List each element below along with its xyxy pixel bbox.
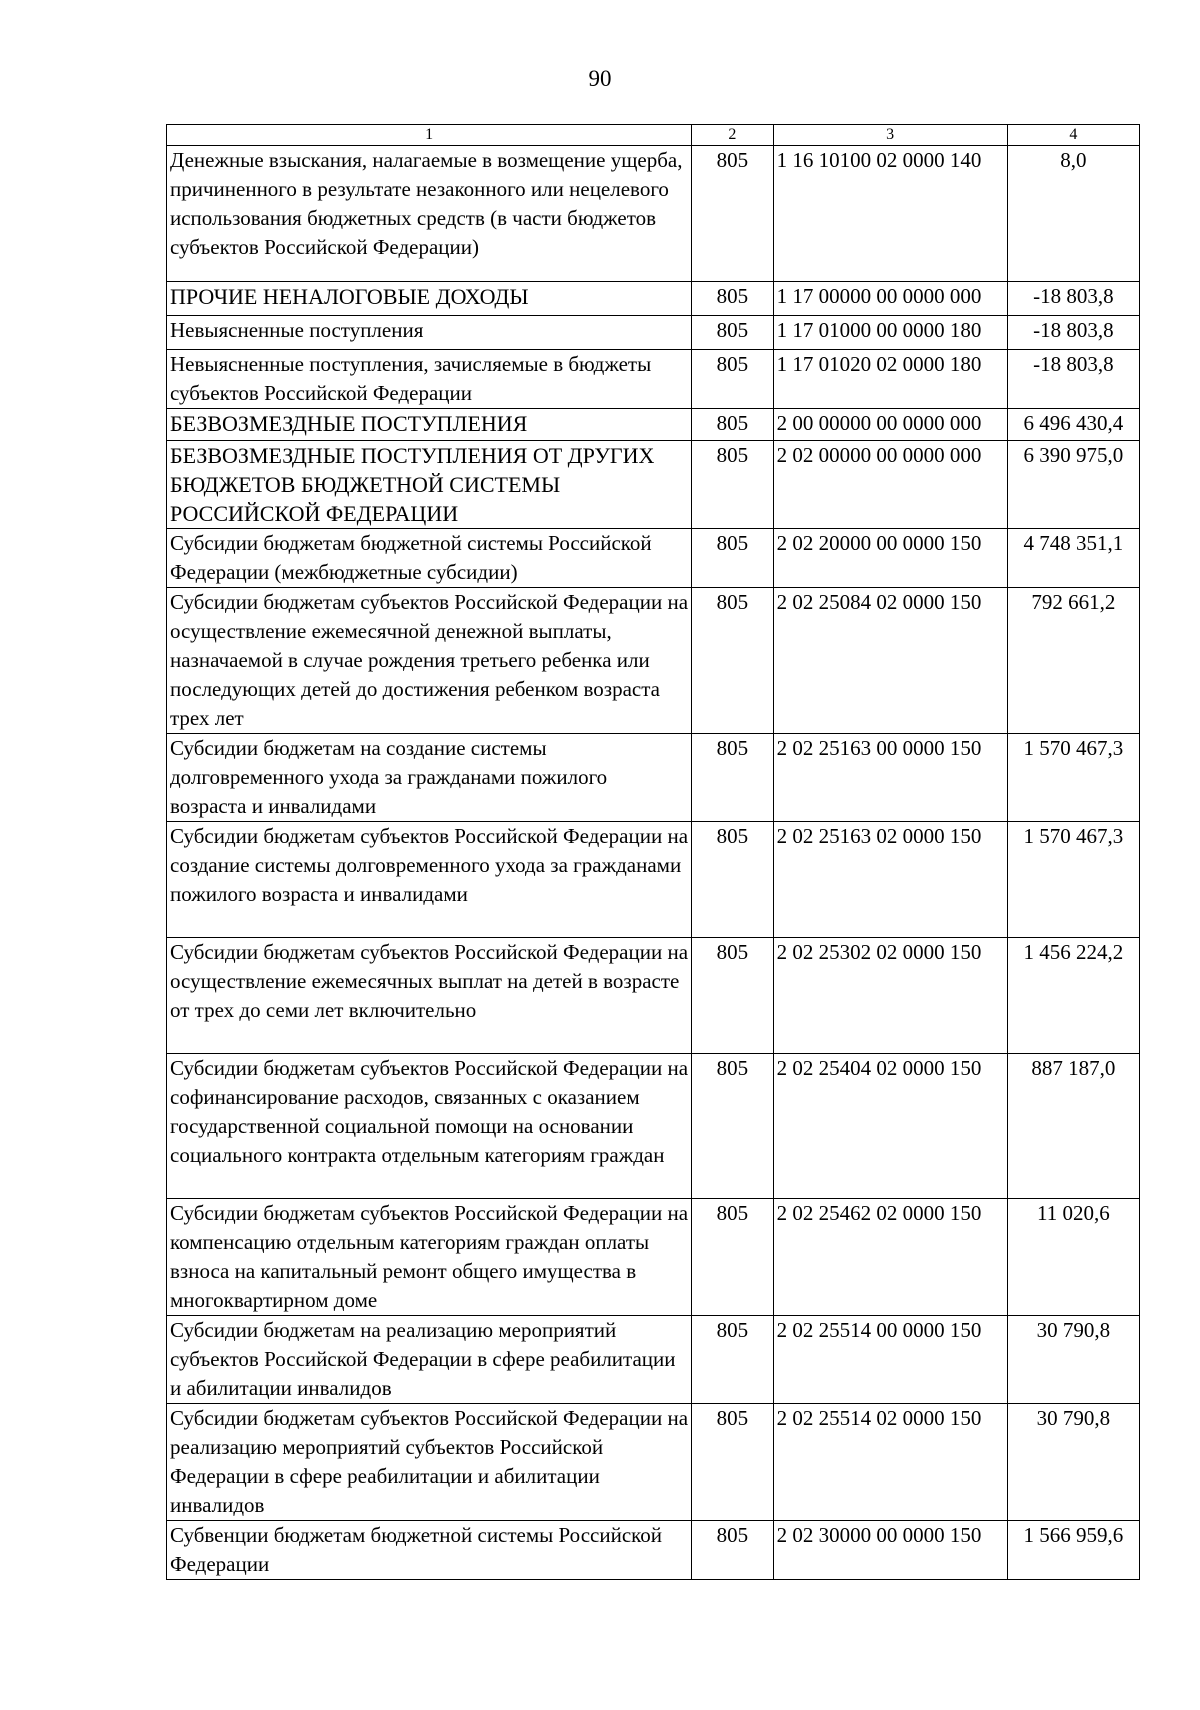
table-row <box>167 938 1140 1054</box>
row-admin-code: 805 <box>692 1316 773 1404</box>
row-budget-code: 1 17 00000 00 0000 000 <box>773 282 1007 316</box>
row-admin-code: 805 <box>692 282 773 316</box>
row-admin-code: 805 <box>692 409 773 441</box>
table-row <box>167 1054 1140 1199</box>
row-budget-code: 2 02 25302 02 0000 150 <box>773 938 1007 1054</box>
row-admin-code: 805 <box>692 441 773 529</box>
row-admin-code: 805 <box>692 938 773 1054</box>
row-amount: 11 020,6 <box>1007 1199 1139 1316</box>
row-amount: 792 661,2 <box>1007 588 1139 734</box>
row-budget-code: 2 02 25514 02 0000 150 <box>773 1404 1007 1521</box>
row-name: Субсидии бюджетам субъектов Российской Федерации на создание системы долговременного ухода за гражданами пожилого возраста и инвалидами <box>167 822 692 938</box>
table-row <box>167 316 1140 350</box>
row-amount: -18 803,8 <box>1007 350 1139 409</box>
row-budget-code: 2 02 25462 02 0000 150 <box>773 1199 1007 1316</box>
row-admin-code: 805 <box>692 822 773 938</box>
row-name: Субсидии бюджетам субъектов Российской Федерации на компенсацию отдельным категориям граждан оплаты взноса на капитальный ремонт общего имущества в многоквартирном доме <box>167 1199 692 1316</box>
row-admin-code: 805 <box>692 1199 773 1316</box>
row-amount: 1 456 224,2 <box>1007 938 1139 1054</box>
row-admin-code: 805 <box>692 1521 773 1580</box>
row-amount: 6 496 430,4 <box>1007 409 1139 441</box>
row-name: Субсидии бюджетам субъектов Российской Федерации на реализацию мероприятий субъектов Российской Федерации в сфере реабилитации и абилитации инвалидов <box>167 1404 692 1521</box>
row-name: Субвенции бюджетам бюджетной системы Российской Федерации <box>167 1521 692 1580</box>
row-admin-code: 805 <box>692 734 773 822</box>
column-header-1: 1 <box>167 125 692 146</box>
row-amount: -18 803,8 <box>1007 316 1139 350</box>
row-amount: 887 187,0 <box>1007 1054 1139 1199</box>
row-amount: 4 748 351,1 <box>1007 529 1139 588</box>
row-amount: 30 790,8 <box>1007 1316 1139 1404</box>
row-budget-code: 2 02 25163 00 0000 150 <box>773 734 1007 822</box>
row-budget-code: 1 17 01020 02 0000 180 <box>773 350 1007 409</box>
table-row <box>167 822 1140 938</box>
row-name: Субсидии бюджетам бюджетной системы Российской Федерации (межбюджетные субсидии) <box>167 529 692 588</box>
table-row <box>167 441 1140 529</box>
row-amount: 30 790,8 <box>1007 1404 1139 1521</box>
row-admin-code: 805 <box>692 350 773 409</box>
table-row <box>167 1404 1140 1521</box>
row-amount: 8,0 <box>1007 146 1139 282</box>
table-row <box>167 1521 1140 1580</box>
row-budget-code: 2 02 20000 00 0000 150 <box>773 529 1007 588</box>
row-name: Субсидии бюджетам на реализацию мероприятий субъектов Российской Федерации в сфере реабилитации и абилитации инвалидов <box>167 1316 692 1404</box>
table-row <box>167 588 1140 734</box>
row-amount: -18 803,8 <box>1007 282 1139 316</box>
budget-table <box>166 124 1140 1580</box>
row-name: Денежные взыскания, налагаемые в возмещение ущерба, причиненного в результате незаконного или нецелевого использования бюджетных средств (в части бюджетов субъектов Российской Федерации) <box>167 146 692 282</box>
row-admin-code: 805 <box>692 1054 773 1199</box>
row-admin-code: 805 <box>692 588 773 734</box>
row-budget-code: 2 02 30000 00 0000 150 <box>773 1521 1007 1580</box>
row-amount: 1 570 467,3 <box>1007 734 1139 822</box>
row-budget-code: 2 02 25514 00 0000 150 <box>773 1316 1007 1404</box>
row-amount: 1 566 959,6 <box>1007 1521 1139 1580</box>
row-name: БЕЗВОЗМЕЗДНЫЕ ПОСТУПЛЕНИЯ <box>167 409 692 441</box>
table-row <box>167 282 1140 316</box>
column-header-2: 2 <box>692 125 773 146</box>
row-budget-code: 2 02 25163 02 0000 150 <box>773 822 1007 938</box>
row-admin-code: 805 <box>692 1404 773 1521</box>
row-budget-code: 2 02 25084 02 0000 150 <box>773 588 1007 734</box>
table-row <box>167 734 1140 822</box>
row-name: ПРОЧИЕ НЕНАЛОГОВЫЕ ДОХОДЫ <box>167 282 692 316</box>
row-admin-code: 805 <box>692 146 773 282</box>
page-number: 90 <box>588 66 612 91</box>
row-name: БЕЗВОЗМЕЗДНЫЕ ПОСТУПЛЕНИЯ ОТ ДРУГИХ БЮДЖЕТОВ БЮДЖЕТНОЙ СИСТЕМЫ РОССИЙСКОЙ ФЕДЕРАЦИИ <box>167 441 692 529</box>
row-admin-code: 805 <box>692 316 773 350</box>
table-row <box>167 529 1140 588</box>
row-amount: 6 390 975,0 <box>1007 441 1139 529</box>
row-name: Невыясненные поступления <box>167 316 692 350</box>
table-row <box>167 350 1140 409</box>
table-row <box>167 146 1140 282</box>
row-budget-code: 1 16 10100 02 0000 140 <box>773 146 1007 282</box>
row-budget-code: 2 02 25404 02 0000 150 <box>773 1054 1007 1199</box>
column-header-3: 3 <box>773 125 1007 146</box>
row-name: Невыясненные поступления, зачисляемые в бюджеты субъектов Российской Федерации <box>167 350 692 409</box>
row-admin-code: 805 <box>692 529 773 588</box>
row-name: Субсидии бюджетам субъектов Российской Федерации на осуществление ежемесячных выплат на детей в возрасте от трех до семи лет включительно <box>167 938 692 1054</box>
header-row <box>167 125 1140 146</box>
table-row <box>167 1316 1140 1404</box>
row-budget-code: 2 00 00000 00 0000 000 <box>773 409 1007 441</box>
row-amount: 1 570 467,3 <box>1007 822 1139 938</box>
row-budget-code: 2 02 00000 00 0000 000 <box>773 441 1007 529</box>
column-header-4: 4 <box>1007 125 1139 146</box>
row-budget-code: 1 17 01000 00 0000 180 <box>773 316 1007 350</box>
table-row <box>167 1199 1140 1316</box>
table-row <box>167 409 1140 441</box>
row-name: Субсидии бюджетам субъектов Российской Федерации на софинансирование расходов, связанных с оказанием государственной социальной помощи на основании социального контракта отдельным категориям граждан <box>167 1054 692 1199</box>
row-name: Субсидии бюджетам на создание системы долговременного ухода за гражданами пожилого возраста и инвалидами <box>167 734 692 822</box>
row-name: Субсидии бюджетам субъектов Российской Федерации на осуществление ежемесячной денежной выплаты, назначаемой в случае рождения третьего ребенка или последующих детей до достижения ребенком возраста трех лет <box>167 588 692 734</box>
